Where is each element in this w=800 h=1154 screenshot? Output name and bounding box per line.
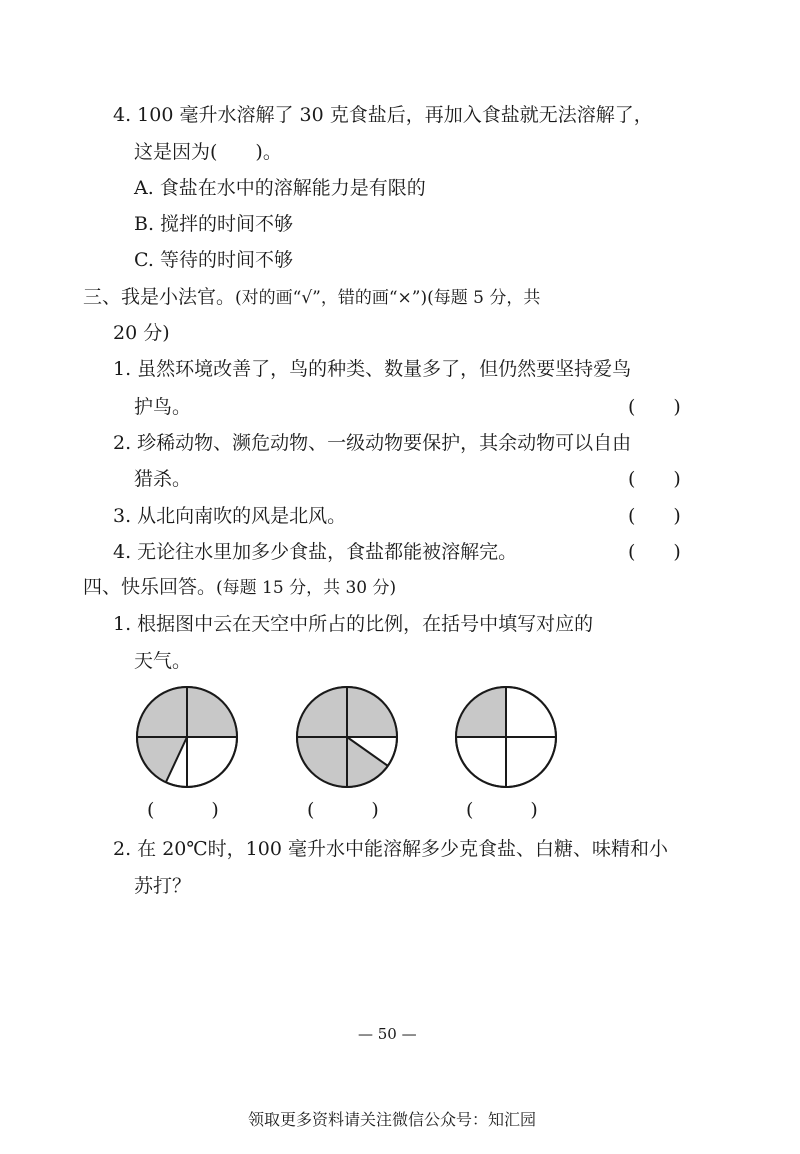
s3-item2-line1: 2. 珍稀动物、濒危动物、一级动物要保护，其余动物可以自由 (113, 432, 632, 454)
s3-item3-answer-box[interactable]: ( ) (628, 505, 681, 527)
section3-instruction: (对的画“√”，错的画“×”)(每题 5 分，共 (235, 288, 541, 308)
cloud-pie-1-answer-box[interactable]: ( ) (147, 799, 219, 821)
s4-q1-line1: 1. 根据图中云在天空中所占的比例，在括号中填写对应的 (113, 613, 594, 635)
cloud-pie-3 (453, 684, 559, 790)
s3-item2-line2: 猎杀。 (134, 468, 192, 490)
q4-option-a: A. 食盐在水中的溶解能力是有限的 (134, 177, 426, 199)
s3-item1-line1: 1. 虽然环境改善了，鸟的种类、数量多了，但仍然要坚持爱鸟 (113, 358, 632, 380)
q4-stem-line2: 这是因为( )。 (134, 141, 282, 163)
s3-item4-line1: 4. 无论往水里加多少食盐，食盐都能被溶解完。 (113, 541, 518, 563)
section4-title: 四、快乐回答。 (83, 576, 217, 598)
section4-heading (83, 574, 396, 601)
s3-item1-line2: 护鸟。 (134, 396, 192, 418)
page-number: — 50 — (358, 1025, 417, 1043)
q4-option-c: C. 等待的时间不够 (134, 249, 293, 271)
s4-q2-line2: 苏打？ (134, 875, 192, 897)
section3-heading (83, 284, 540, 311)
q4-stem-line1: 4. 100 毫升水溶解了 30 克食盐后，再加入食盐就无法溶解了， (113, 104, 653, 126)
footer-note: 领取更多资料请关注微信公众号：知汇园 (248, 1110, 537, 1129)
s4-q2-line1: 2. 在 20℃时，100 毫升水中能溶解多少克食盐、白糖、味精和小 (113, 838, 668, 860)
section4-instruction: (每题 15 分，共 30 分) (216, 578, 397, 598)
cloud-pie-1 (134, 684, 240, 790)
s3-item3-line1: 3. 从北向南吹的风是北风。 (113, 505, 347, 527)
section3-title: 三、我是小法官。 (83, 286, 236, 308)
cloud-pie-3-answer-box[interactable]: ( ) (466, 799, 538, 821)
cloud-pie-2-answer-box[interactable]: ( ) (307, 799, 379, 821)
s3-item4-answer-box[interactable]: ( ) (628, 541, 681, 563)
s3-item2-answer-box[interactable]: ( ) (628, 468, 681, 490)
s3-item1-answer-box[interactable]: ( ) (628, 396, 681, 418)
s4-q1-line2: 天气。 (134, 650, 192, 672)
q4-option-b: B. 搅拌的时间不够 (134, 213, 294, 235)
section3-instruction-line2: 20 分) (113, 322, 170, 344)
cloud-pie-2 (294, 684, 400, 790)
